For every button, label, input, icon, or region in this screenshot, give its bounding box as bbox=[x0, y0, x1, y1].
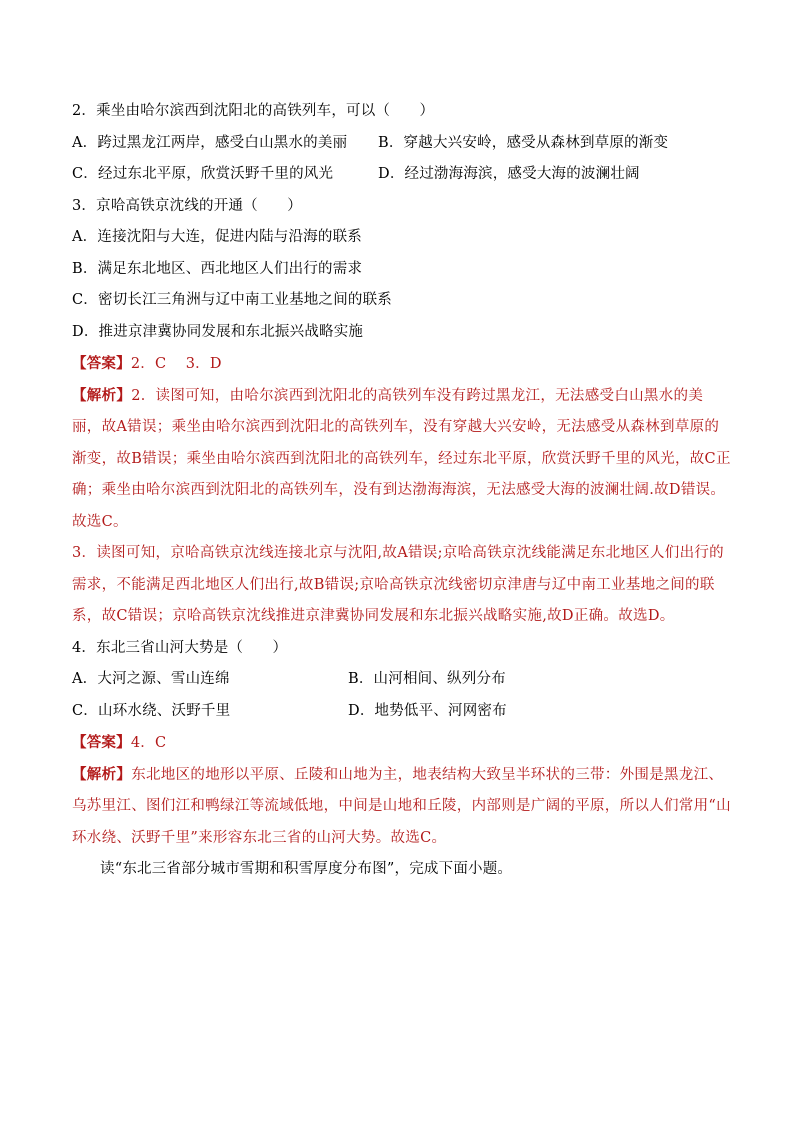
analysis-3-text: 3．读图可知，京哈高铁京沈线连接北京与沈阳,故A错误;京哈高铁京沈线能满足东北地区人们出行的需求，不能满足西北地区人们出行,故B错误;京哈高铁京沈线密切京津唐与辽中南工业基地之间的联系，故C错误；京哈高铁京沈线推进京津冀协同发展和东北振兴战略实施,故D正确。故选D。 bbox=[72, 545, 724, 624]
answer-text: 4．C bbox=[130, 735, 167, 751]
question-4-option-b: B．山河相间、纵列分布 bbox=[348, 671, 506, 687]
answer-text: 2．C 3．D bbox=[130, 356, 222, 372]
analysis-block-2 bbox=[72, 759, 732, 855]
analysis-block-1 bbox=[72, 380, 732, 539]
question-2-option-d: D．经过渤海海滨，感受大海的波澜壮阔 bbox=[378, 166, 640, 182]
analysis-2-text: 2．读图可知，由哈尔滨西到沈阳北的高铁列车没有跨过黑龙江，无法感受白山黑水的美丽，故A错误；乘坐由哈尔滨西到沈阳北的高铁列车，没有穿越大兴安岭，无法感受从森林到草原的渐变，故B错误；乘坐由哈尔滨西到沈阳北的高铁列车，经过东北平原，欣赏沃野千里的风光，故C正确；乘坐由哈尔滨西到沈阳北的高铁列车，没有到达渤海海滨，无法感受大海的波澜壮阔.故D错误。故选C。 bbox=[72, 387, 731, 530]
answer-block-2 bbox=[72, 727, 732, 759]
question-4-option-c: C．山环水绕、沃野千里 bbox=[72, 702, 231, 719]
answer-block-1 bbox=[72, 348, 732, 380]
question-2-option-b: B．穿越大兴安岭，感受从森林到草原的渐变 bbox=[378, 134, 669, 151]
question-2-options-row-1 bbox=[72, 128, 732, 160]
question-2-option-c: C．经过东北平原，欣赏沃野千里的风光 bbox=[72, 166, 334, 182]
document-page bbox=[72, 96, 732, 886]
answer-tag: 【答案】 bbox=[72, 734, 131, 751]
figure-intro: 读“东北三省部分城市雪期和积雪厚度分布图”，完成下面小题。 bbox=[100, 861, 513, 877]
question-4-stem: 4．东北三省山河大势是（ ） bbox=[72, 639, 288, 656]
question-2-stem: 2．乘坐由哈尔滨西到沈阳北的高铁列车，可以（ ） bbox=[72, 103, 435, 119]
question-3-option-b: B．满足东北地区、西北地区人们出行的需求 bbox=[72, 260, 363, 277]
analysis-tag: 【解析】 bbox=[72, 765, 132, 783]
question-3-stem: 3．京哈高铁京沈线的开通（ ） bbox=[72, 197, 302, 214]
question-4-options-row-1 bbox=[72, 664, 732, 696]
question-2-options-row-2 bbox=[72, 159, 732, 191]
question-4-option-a: A．大河之源、雪山连绵 bbox=[72, 671, 230, 687]
question-3-option-a: A．连接沈阳与大连，促进内陆与沿海的联系 bbox=[72, 229, 362, 245]
analysis-tag: 【解析】 bbox=[72, 386, 132, 404]
analysis-4-text: 东北地区的地形以平原、丘陵和山地为主，地表结构大致呈半环状的三带：外围是黑龙江、乌苏里江、图们江和鸭绿江等流域低地，中间是山地和丘陵，内部则是广阔的平原，所以人们常用“山环水绕、沃野千里”来形容东北三省的山河大势。故选C。 bbox=[72, 766, 731, 846]
question-4-options-row-2 bbox=[72, 696, 732, 728]
question-3-option-c: C．密切长江三角洲与辽中南工业基地之间的联系 bbox=[72, 292, 392, 308]
question-2-option-a: A．跨过黑龙江两岸，感受白山黑水的美丽 bbox=[72, 134, 348, 151]
question-3-option-d: D．推进京津冀协同发展和东北振兴战略实施 bbox=[72, 323, 364, 340]
answer-tag: 【答案】 bbox=[72, 355, 131, 372]
question-4-option-d: D．地势低平、河网密布 bbox=[348, 702, 507, 719]
